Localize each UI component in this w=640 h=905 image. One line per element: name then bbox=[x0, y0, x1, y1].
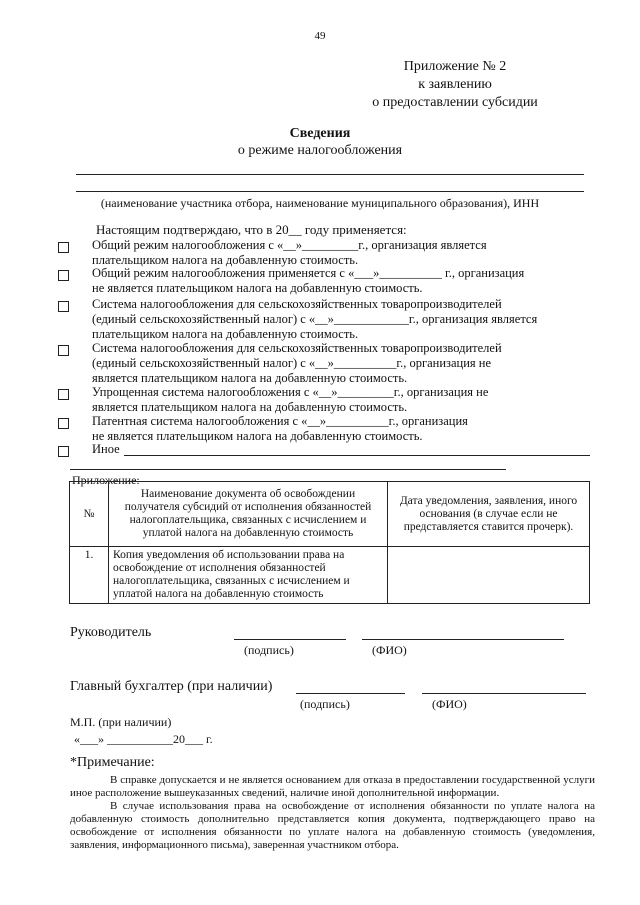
option-5-line-1: Упрощенная система налогообложения с «__»_________г., организация не bbox=[92, 385, 489, 399]
other-input-line-1[interactable] bbox=[124, 455, 590, 456]
table-header-document: Наименование документа об освобождении получателя субсидий от исполнения обязанностей налогоплательщика, связанных с исчислением и уплатой налога на добавленную стоимость bbox=[109, 482, 388, 547]
note-heading: *Примечание: bbox=[70, 755, 155, 770]
table-cell-date[interactable] bbox=[388, 547, 590, 604]
option-2-line-1: Общий режим налогообложения применяется с «___»__________ г., организация bbox=[92, 266, 525, 280]
other-input-line-2[interactable] bbox=[70, 469, 506, 470]
option-4-line-1: Система налогообложения для сельскохозяйственных товаропроизводителей bbox=[92, 341, 502, 355]
accountant-fio-caption: (ФИО) bbox=[432, 697, 467, 711]
option-3-line-1: Система налогообложения для сельскохозяйственных товаропроизводителей bbox=[92, 297, 502, 311]
option-checkbox-7[interactable] bbox=[58, 446, 69, 457]
option-checkbox-6[interactable] bbox=[58, 418, 69, 429]
option-checkbox-3[interactable] bbox=[58, 301, 69, 312]
option-1-line-2: плательщиком налога на добавленную стоимость. bbox=[92, 253, 359, 267]
accountant-label: Главный бухгалтер (при наличии) bbox=[70, 679, 273, 694]
option-4-line-2: (единый сельскохозяйственный налог) с «__»__________г., организация не bbox=[92, 356, 492, 370]
option-6-line-2: не является плательщиком налога на добавленную стоимость. bbox=[92, 429, 423, 443]
head-signature-line[interactable] bbox=[234, 639, 346, 640]
participant-name-line-1[interactable] bbox=[76, 174, 584, 175]
option-checkbox-4[interactable] bbox=[58, 345, 69, 356]
seal-label: М.П. (при наличии) bbox=[70, 715, 172, 729]
option-2-line-2: не является плательщиком налога на добавленную стоимость. bbox=[92, 281, 423, 295]
head-sign-caption: (подпись) bbox=[244, 643, 294, 657]
table-cell-document: Копия уведомления об использовании права на освобождение от исполнения обязанностей налогоплательщика, связанных с исчислением и уплатой налога на добавленную стоимость bbox=[109, 547, 388, 604]
appendix-line-2: к заявлению bbox=[418, 77, 492, 92]
attachment-label: Приложение: bbox=[72, 473, 140, 487]
table-header-date: Дата уведомления, заявления, иного основания (в случае если не представляется ставится прочерк). bbox=[388, 482, 590, 547]
table-header-row bbox=[70, 482, 590, 547]
attachment-table bbox=[69, 481, 590, 604]
option-7-line-1: Иное bbox=[92, 442, 120, 456]
note-paragraph-1: В справке допускается и не является основанием для отказа в предоставлении государственной услуги иное расположение вышеуказанных сведений, наличие иной дополнительной информации. bbox=[70, 774, 595, 799]
table-header-number: № bbox=[70, 482, 109, 547]
appendix-line-3: о предоставлении субсидии bbox=[372, 95, 538, 110]
date-line[interactable]: «___» ___________20___ г. bbox=[74, 732, 213, 746]
accountant-sign-caption: (подпись) bbox=[300, 697, 350, 711]
option-4-line-3: является плательщиком налога на добавленную стоимость. bbox=[92, 371, 408, 385]
option-5-line-2: является плательщиком налога на добавленную стоимость. bbox=[92, 400, 408, 414]
document-title: Сведения bbox=[289, 126, 351, 141]
participant-caption: (наименование участника отбора, наименование муниципального образования), ИНН bbox=[100, 196, 540, 210]
accountant-fio-line[interactable] bbox=[422, 693, 586, 694]
option-checkbox-2[interactable] bbox=[58, 270, 69, 281]
appendix-line-1: Приложение № 2 bbox=[403, 59, 507, 74]
option-6-line-1: Патентная система налогообложения с «__»__________г., организация bbox=[92, 414, 468, 428]
participant-name-line-2[interactable] bbox=[76, 191, 584, 192]
option-1-line-1: Общий режим налогообложения с «__»_________г., организация является bbox=[92, 238, 487, 252]
option-3-line-3: плательщиком налога на добавленную стоимость. bbox=[92, 327, 359, 341]
table-cell-number: 1. bbox=[70, 547, 109, 604]
head-fio-line[interactable] bbox=[362, 639, 564, 640]
option-checkbox-1[interactable] bbox=[58, 242, 69, 253]
option-3-line-2: (единый сельскохозяйственный налог) с «__»____________г., организация является bbox=[92, 312, 538, 326]
document-subtitle: о режиме налогообложения bbox=[237, 143, 403, 158]
page-number: 49 bbox=[314, 30, 326, 42]
head-fio-caption: (ФИО) bbox=[372, 643, 407, 657]
table-row bbox=[70, 547, 590, 604]
accountant-signature-line[interactable] bbox=[296, 693, 405, 694]
option-checkbox-5[interactable] bbox=[58, 389, 69, 400]
intro-text: Настоящим подтверждаю, что в 20__ году применяется: bbox=[96, 222, 407, 237]
note-paragraph-2: В случае использования права на освобождение от исполнения обязанности по уплате налога на добавленную стоимость дополнительно представляется копия документа, подтверждающего право на освобождение от исполнения обязанности по уплате налога на добавленную стоимость (уведомления, заявления, информационного письма), заверенная участником отбора. bbox=[70, 800, 595, 851]
head-label: Руководитель bbox=[70, 625, 152, 640]
